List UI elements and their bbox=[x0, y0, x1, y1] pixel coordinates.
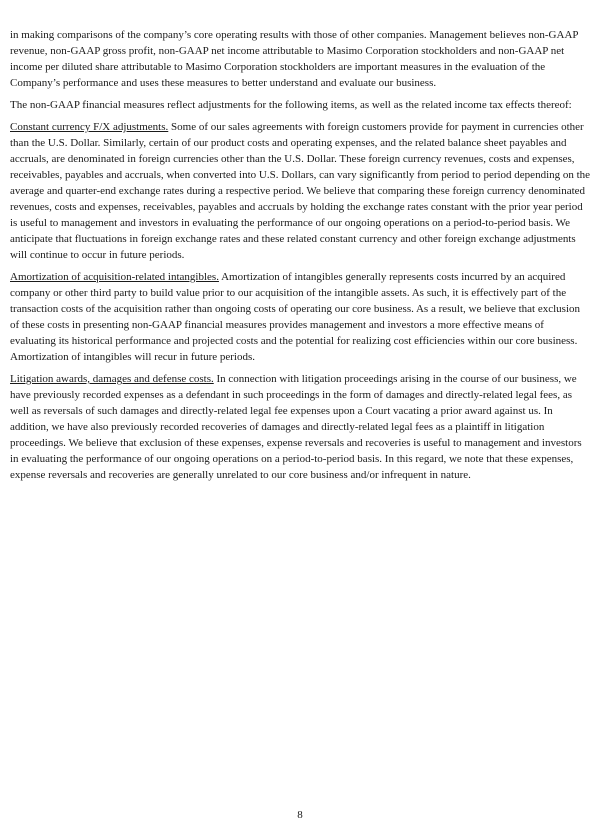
paragraph-body: Amortization of intangibles generally represents costs incurred by an acquired company or other third party to build value prior to our acquisition of the intangible assets. As such, it is effectively part of the transaction costs of the acquisition rather than ongoing costs of operating our core business. As a result, we believe that exclusion of these costs in presenting non-GAAP financial measures provides management and investors a more effective means of evaluating its historical performance and projected costs and the potential for realizing cost efficiencies within our core business. Amortization of intangibles will recur in future periods. bbox=[10, 271, 581, 363]
paragraph-body: Some of our sales agreements with foreign customers provide for payment in currencies other than the U.S. Dollar. Similarly, certain of our product costs and operating expenses, and the related balance sheet payables and accruals, are denominated in foreign currencies other than the U.S. Dollar. These foreign currency revenues, costs and expenses, receivables, payables and accruals, when converted into U.S. Dollars, can vary significantly from period to period depending on the average and quarter-end exchange rates during a respective period. We believe that comparing these foreign currency denominated revenues, costs and expenses, receivables, payables and accruals by holding the exchange rates constant with the prior year period is useful to management and investors in evaluating the performance of our ongoing operations on a period-to-period basis. We anticipate that fluctuations in foreign exchange rates and these related constant currency and other foreign exchange adjustments will continue to occur in future periods. bbox=[10, 121, 591, 261]
paragraph bbox=[10, 371, 591, 483]
paragraph-lead-underlined: Amortization of acquisition-related intangibles. bbox=[10, 271, 219, 283]
paragraph-body: The non-GAAP financial measures reflect adjustments for the following items, as well as the related income tax effects thereof: bbox=[10, 99, 572, 111]
paragraph bbox=[10, 119, 591, 263]
paragraph bbox=[10, 27, 591, 91]
paragraph-lead-underlined: Litigation awards, damages and defense costs. bbox=[10, 373, 214, 385]
paragraph bbox=[10, 269, 591, 365]
paragraph bbox=[10, 97, 591, 113]
paragraph-body: In connection with litigation proceedings arising in the course of our business, we have previously recorded expenses as a defendant in such proceedings in the form of damages and directly-related legal fees, as well as reversals of such damages and directly-related legal fee expenses upon a Court vacating a prior award against us. In addition, we have also previously recorded recoveries of damages and directly-related legal fees as a plaintiff in litigation proceedings. We believe that exclusion of these expenses, expense reversals and recoveries is useful to management and investors in evaluating the performance of our ongoing operations on a period-to-period basis. In this regard, we note that these expenses, expense reversals and recoveries are generally unrelated to our core business and/or infrequent in nature. bbox=[10, 373, 582, 481]
paragraph-lead-underlined: Constant currency F/X adjustments. bbox=[10, 121, 169, 133]
page-footer bbox=[0, 807, 600, 823]
paragraph-body: in making comparisons of the company’s core operating results with those of other companies. Management believes non-GAAP revenue, non-GAAP gross profit, non-GAAP net income attributable to Masimo Corporation stockholders and non-GAAP net income per diluted share attributable to Masimo Corporation stockholders are important measures in the evaluation of the Company’s performance and uses these measures to better understand and evaluate our business. bbox=[10, 29, 579, 89]
page-number: 8 bbox=[297, 809, 303, 821]
